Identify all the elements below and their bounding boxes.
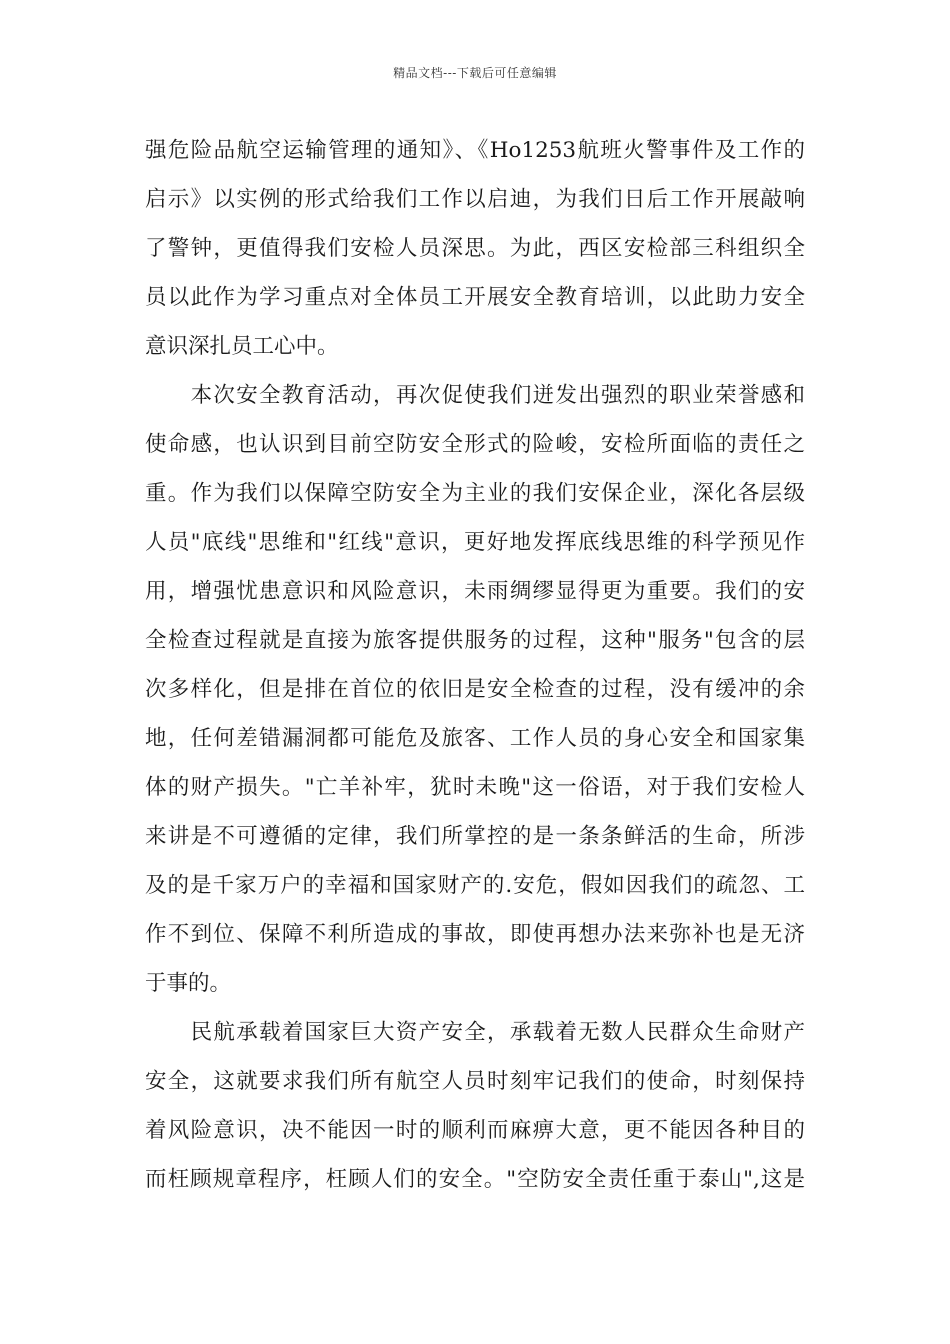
text-line: 使命感，也认识到目前空防安全形式的险峻，安检所面临的责任之 (145, 432, 805, 457)
text-line: 用，增强忧患意识和风险意识，未雨绸缪显得更为重要。我们的安 (145, 579, 805, 604)
text-line: 地，任何差错漏洞都可能危及旅客、工作人员的身心安全和国家集 (145, 726, 805, 751)
text-line: 民航承载着国家巨大资产安全，承载着无数人民群众生命财产 (145, 1020, 805, 1045)
text-line: 来讲是不可遵循的定律，我们所掌控的是一条条鲜活的生命，所涉 (145, 824, 805, 849)
text-line: 全检查过程就是直接为旅客提供服务的过程，这种"服务"包含的层 (145, 628, 805, 653)
text-line: 员以此作为学习重点对全体员工开展安全教育培训，以此助力安全 (145, 285, 805, 310)
paragraph-end-line: 意识深扎员工心中。 (145, 334, 339, 359)
text-line: 着风险意识，决不能因一时的顺利而麻痹大意，更不能因各种目的 (145, 1118, 805, 1143)
page-header: 精品文档---下载后可任意编辑 (393, 66, 557, 80)
text-line: 次多样化，但是排在首位的依旧是安全检查的过程，没有缓冲的余 (145, 677, 805, 702)
text-line: 安全，这就要求我们所有航空人员时刻牢记我们的使命，时刻保持 (145, 1069, 805, 1094)
text-line: 而枉顾规章程序，枉顾人们的安全。"空防安全责任重于泰山",这是 (145, 1167, 805, 1192)
text-line: 了警钟，更值得我们安检人员深思。为此，西区安检部三科组织全 (145, 236, 805, 261)
text-line: 强危险品航空运输管理的通知》、《Ho1253航班火警事件及工作的 (145, 138, 805, 163)
text-line: 体的财产损失。"亡羊补牢，犹时未晚"这一俗语，对于我们安检人 (145, 775, 805, 800)
text-line: 作不到位、保障不利所造成的事故，即使再想办法来弥补也是无济 (145, 922, 805, 947)
text-line: 及的是千家万户的幸福和国家财产的.安危，假如因我们的疏忽、工 (145, 873, 805, 898)
document-body (145, 126, 805, 1204)
paragraph-end-line: 于事的。 (145, 971, 232, 996)
text-line: 重。作为我们以保障空防安全为主业的我们安保企业，深化各层级 (145, 481, 805, 506)
text-line: 本次安全教育活动，再次促使我们迸发出强烈的职业荣誉感和 (145, 383, 805, 408)
text-line: 启示》以实例的形式给我们工作以启迪，为我们日后工作开展敲响 (145, 187, 805, 212)
text-line: 人员"底线"思维和"红线"意识，更好地发挥底线思维的科学预见作 (145, 530, 805, 555)
